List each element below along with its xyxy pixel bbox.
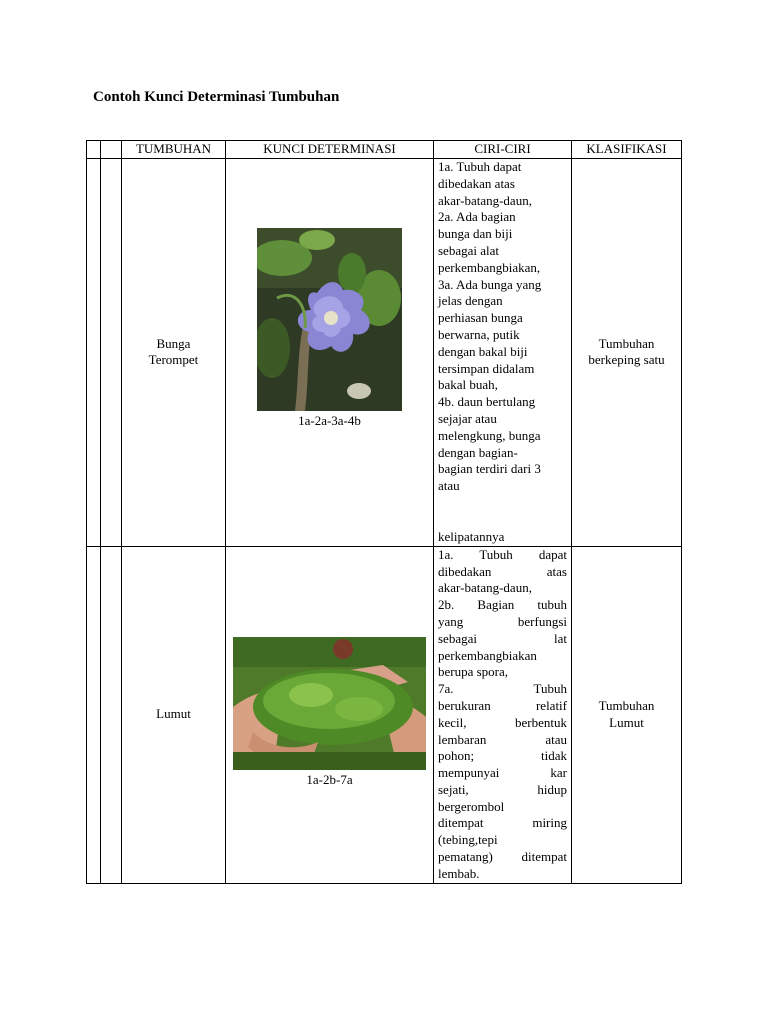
plant-name: Lumut (122, 546, 226, 883)
header-tumbuhan: TUMBUHAN (122, 141, 226, 159)
purple-flower-photo (257, 228, 402, 411)
characteristics-text: 1a. Tubuh dapat dibedakan atas akar-batang-daun, 2a. Ada bagian bunga dan biji sebagai alat perkembangbiakan, 3a. Ada bunga yang jelas dengan perhiasan bunga berwarna, putik dengan bakal biji tersimpan didalam bakal buah, 4b. daun bertulang sejajar atau melengkung, bunga dengan bagian- bagian terdiri dari 3 atau (438, 159, 542, 494)
row-blank-cell (87, 159, 101, 547)
characteristics-tail: kelipatannya (438, 528, 505, 544)
key-code: 1a-2a-3a-4b (298, 413, 361, 429)
classification: Tumbuhan berkeping satu (572, 159, 682, 547)
characteristics-cell (434, 159, 572, 547)
row-blank-cell (87, 546, 101, 883)
key-cell (226, 159, 434, 547)
key-cell (226, 546, 434, 883)
header-klasifikasi: KLASIFIKASI (572, 141, 682, 159)
table-row (87, 546, 682, 883)
characteristics-text: 1a. Tubuh dapat dibedakan atas akar-batang-daun, 2b. Bagian tubuh yang berfungsi sebagai lat perkembangbiakan berupa spora, 7a. Tubuh berukuran relatif kecil, berbentuk lembaran atau pohon; tidak mempunyai kar sejati, hidup bergerombol ditempat miring (tebing,tepi pematang) ditempat lembab. (438, 546, 567, 881)
page-title: Contoh Kunci Determinasi Tumbuhan (93, 89, 340, 105)
table-header-row (87, 141, 682, 159)
determination-table (86, 140, 682, 884)
classification: Tumbuhan Lumut (572, 546, 682, 883)
header-ciri-ciri: CIRI-CIRI (434, 141, 572, 159)
row-blank-cell (101, 546, 122, 883)
moss-in-hands-photo (233, 637, 426, 770)
plant-name: Bunga Terompet (122, 159, 226, 547)
header-kunci-determinasi: KUNCI DETERMINASI (226, 141, 434, 159)
header-blank-2 (101, 141, 122, 159)
header-blank-1 (87, 141, 101, 159)
row-blank-cell (101, 159, 122, 547)
table-row (87, 159, 682, 547)
characteristics-cell (434, 546, 572, 883)
key-code: 1a-2b-7a (306, 771, 353, 787)
